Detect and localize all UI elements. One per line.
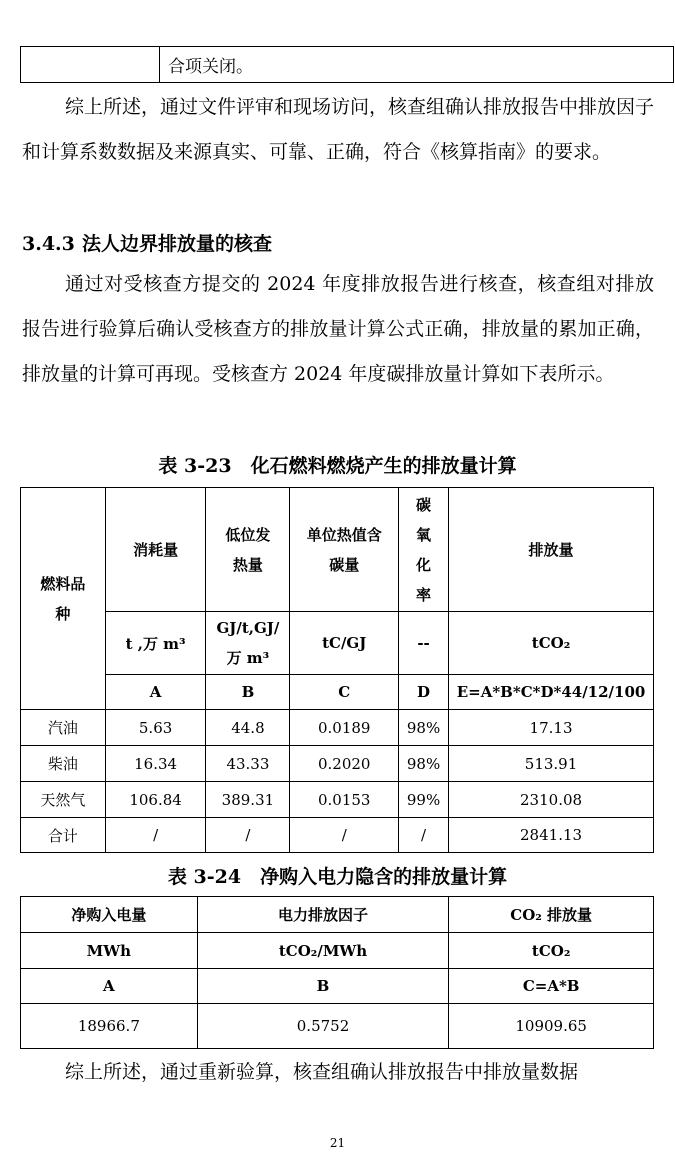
- consumption-value: 106.84: [105, 782, 206, 818]
- emission-value: 2310.08: [449, 782, 654, 818]
- unit-emission: tCO₂: [449, 612, 654, 675]
- ncv-value: /: [206, 818, 290, 853]
- carbon-value: 0.2020: [290, 746, 399, 782]
- header-net-electricity: 净购入电量: [21, 897, 198, 933]
- unit-emission-factor: tCO₂/MWh: [197, 933, 449, 969]
- table-24-letter-row: [21, 969, 654, 1004]
- table-24-unit-row: [21, 933, 654, 969]
- paragraph-conclusion-1: 综上所述，通过文件评审和现场访问，核查组确认排放报告中排放因子和计算系数数据及来源真实、可靠、正确，符合《核算指南》的要求。: [22, 96, 655, 163]
- top-table-empty-cell: [21, 47, 160, 83]
- oxidation-value: /: [399, 818, 449, 853]
- header-oxidation-rate: 碳氧化率: [399, 488, 449, 612]
- fuel-name: 天然气: [21, 782, 106, 818]
- table-row: [21, 782, 654, 818]
- emission-value: 513.91: [449, 746, 654, 782]
- consumption-value: 16.34: [105, 746, 206, 782]
- letter-e-formula: E=A*B*C*D*44/12/100: [449, 675, 654, 710]
- consumption-value: 5.63: [105, 710, 206, 746]
- section-heading: [22, 229, 272, 256]
- emission-value: 2841.13: [449, 818, 654, 853]
- letter-d: D: [399, 675, 449, 710]
- unit-oxidation-rate: --: [399, 612, 449, 675]
- paragraph-intro: 通过对受核查方提交的 2024 年度排放报告进行核查，核查组对排放报告进行验算后确认受核查方的排放量计算公式正确，排放量的累加正确，排放量的计算可再现。受核查方 2024 年度碳排放量计算如下表所示。: [22, 273, 654, 385]
- letter-formula: C=A*B: [449, 969, 654, 1004]
- fuel-name: 柴油: [21, 746, 106, 782]
- table-24: [20, 896, 654, 1049]
- table-24-caption: 表 3-24 净购入电力隐含的排放量计算: [167, 866, 508, 888]
- unit-co2-emission: tCO₂: [449, 933, 654, 969]
- table-24-header-row: [21, 897, 654, 933]
- header-ncv: 低位发热量: [206, 488, 290, 612]
- section-number: 3.4.3: [22, 233, 75, 255]
- table-row-total: [21, 818, 654, 853]
- table-row: [21, 710, 654, 746]
- net-electricity-value: 18966.7: [21, 1004, 198, 1049]
- table-23-caption: 表 3-23 化石燃料燃烧产生的排放量计算: [158, 455, 517, 477]
- top-table-fragment: [20, 46, 674, 83]
- table-23-letter-row: [21, 675, 654, 710]
- unit-ncv: GJ/t,GJ/万 m³: [206, 612, 290, 675]
- paragraph-conclusion-2: 综上所述，通过重新验算，核查组确认排放报告中排放量数据: [65, 1061, 579, 1083]
- oxidation-value: 99%: [399, 782, 449, 818]
- section-title: 法人边界排放量的核查: [82, 233, 273, 255]
- header-emission: 排放量: [449, 488, 654, 612]
- ncv-value: 389.31: [206, 782, 290, 818]
- page-number: 21: [329, 1136, 346, 1150]
- header-emission-factor: 电力排放因子: [197, 897, 449, 933]
- letter-b: B: [197, 969, 449, 1004]
- letter-a: A: [21, 969, 198, 1004]
- consumption-value: /: [105, 818, 206, 853]
- letter-c: C: [290, 675, 399, 710]
- table-23: [20, 487, 654, 853]
- top-table-cell: 合项关闭。: [160, 47, 674, 83]
- header-carbon-content: 单位热值含碳量: [290, 488, 399, 612]
- table-row: [21, 1004, 654, 1049]
- unit-consumption: t ,万 m³: [105, 612, 206, 675]
- table-23-unit-row: [21, 612, 654, 675]
- header-fuel-type: 燃料品种: [21, 488, 106, 710]
- emission-factor-value: 0.5752: [197, 1004, 449, 1049]
- ncv-value: 43.33: [206, 746, 290, 782]
- co2-emission-value: 10909.65: [449, 1004, 654, 1049]
- emission-value: 17.13: [449, 710, 654, 746]
- unit-net-electricity: MWh: [21, 933, 198, 969]
- letter-a: A: [105, 675, 206, 710]
- table-row: [21, 746, 654, 782]
- carbon-value: 0.0153: [290, 782, 399, 818]
- fuel-name: 汽油: [21, 710, 106, 746]
- table-23-header-row: [21, 488, 654, 612]
- carbon-value: 0.0189: [290, 710, 399, 746]
- unit-carbon-content: tC/GJ: [290, 612, 399, 675]
- oxidation-value: 98%: [399, 746, 449, 782]
- oxidation-value: 98%: [399, 710, 449, 746]
- fuel-name: 合计: [21, 818, 106, 853]
- letter-b: B: [206, 675, 290, 710]
- carbon-value: /: [290, 818, 399, 853]
- ncv-value: 44.8: [206, 710, 290, 746]
- header-consumption: 消耗量: [105, 488, 206, 612]
- header-co2-emission: CO₂ 排放量: [449, 897, 654, 933]
